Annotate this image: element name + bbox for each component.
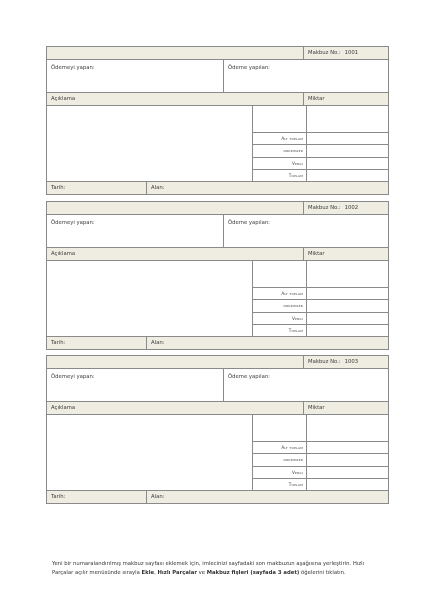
- note-receipt-slips: Makbuz fişleri (sayfada 3 adet): [206, 570, 300, 576]
- line-items: [47, 261, 388, 337]
- paid-to-label: Ödeme yapılan:: [228, 220, 270, 226]
- subtotal-value[interactable]: [307, 288, 388, 300]
- discounts-value[interactable]: [307, 145, 388, 157]
- amount-field[interactable]: [307, 106, 388, 133]
- subtotal-label: Alt toplam: [253, 288, 306, 300]
- receipt-footer: [47, 491, 388, 503]
- paid-to-label: Ödeme yapılan:: [228, 65, 270, 71]
- amount-header: Miktar: [308, 251, 325, 257]
- received-by-field[interactable]: Alan:: [151, 494, 165, 500]
- note-text-2: öğelerini tıklatın.: [299, 570, 346, 576]
- received-by-field[interactable]: Alan:: [151, 185, 165, 191]
- amount-field[interactable]: [307, 415, 388, 442]
- receipt-number-label: Makbuz No.:: [308, 359, 341, 365]
- paid-by-label: Ödemeyi yapan:: [51, 65, 95, 71]
- tax-value[interactable]: [307, 158, 388, 170]
- paid-by-field[interactable]: [47, 369, 224, 401]
- receipt-1003: [46, 355, 389, 504]
- date-field[interactable]: Tarih:: [47, 182, 147, 194]
- subtotal-label: Alt toplam: [253, 442, 306, 454]
- receipt-footer: [47, 182, 388, 194]
- note-sep-1: ,: [154, 570, 158, 576]
- amount-header: Miktar: [308, 96, 325, 102]
- subtotal-value[interactable]: [307, 133, 388, 145]
- discounts-value[interactable]: [307, 454, 388, 466]
- description-field[interactable]: [47, 106, 253, 181]
- line-items: [47, 415, 388, 491]
- amount-column: [307, 261, 388, 336]
- note-quick-parts: Hızlı Parçalar: [157, 570, 197, 576]
- total-label: Toplam: [288, 327, 303, 333]
- total-label: Toplam: [288, 481, 303, 487]
- tax-label: Vergi: [253, 158, 306, 170]
- receipt-number: [304, 356, 388, 368]
- column-header: [47, 402, 388, 415]
- totals-labels: [253, 261, 307, 336]
- receipt-1002: [46, 201, 389, 350]
- subtotal-value[interactable]: [307, 442, 388, 454]
- paid-by-field[interactable]: [47, 215, 224, 247]
- description-field[interactable]: [47, 415, 253, 490]
- instruction-note: [52, 560, 382, 578]
- subtotal-label: Alt toplam: [253, 133, 306, 145]
- description-header: Açıklama: [47, 248, 304, 260]
- receipt-number-label: Makbuz No.:: [308, 50, 341, 56]
- totals-labels: [253, 106, 307, 181]
- paid-by-label: Ödemeyi yapan:: [51, 220, 95, 226]
- note-insert: Ekle: [141, 570, 155, 576]
- column-header: [47, 93, 388, 106]
- description-field[interactable]: [47, 261, 253, 336]
- amount-column: [307, 106, 388, 181]
- receipt-header: [47, 202, 388, 215]
- receipt-number-value: 1002: [344, 205, 359, 211]
- tax-label: Vergi: [253, 313, 306, 325]
- receipt-header: [47, 356, 388, 369]
- received-by-field[interactable]: Alan:: [151, 340, 165, 346]
- paid-to-field[interactable]: [224, 215, 388, 247]
- paid-by-label: Ödemeyi yapan:: [51, 374, 95, 380]
- total-label: Toplam: [288, 172, 303, 178]
- tax-value[interactable]: [307, 467, 388, 479]
- date-field[interactable]: Tarih:: [47, 337, 147, 349]
- description-header: Açıklama: [47, 402, 304, 414]
- discounts-label: indirimler: [253, 145, 306, 157]
- amount-column: [307, 415, 388, 490]
- column-header: [47, 248, 388, 261]
- receipt-number: [304, 202, 388, 214]
- receipt-number-value: 1001: [344, 50, 359, 56]
- note-sep-2: ve: [196, 570, 207, 576]
- receipt-1001: [46, 46, 389, 195]
- paid-to-label: Ödeme yapılan:: [228, 374, 270, 380]
- description-header: Açıklama: [47, 93, 304, 105]
- paid-to-field[interactable]: [224, 60, 388, 92]
- total-value[interactable]: [307, 325, 388, 336]
- receipt-header: [47, 47, 388, 60]
- total-value[interactable]: [307, 479, 388, 490]
- tax-value[interactable]: [307, 313, 388, 325]
- tax-label: Vergi: [253, 467, 306, 479]
- payer-row: [47, 215, 388, 248]
- receipt-number-label: Makbuz No.:: [308, 205, 341, 211]
- totals-labels: [253, 415, 307, 490]
- note-text-1: Yeni bir numaralandırılmış makbuz sayfası eklemek için, imlecinizi sayfadaki son makbuzun aşağısına yerleştirin. Hızlı Parçalar açılır menüsünde sırayla: [52, 561, 365, 576]
- paid-to-field[interactable]: [224, 369, 388, 401]
- receipt-number-value: 1003: [344, 359, 359, 365]
- discounts-value[interactable]: [307, 300, 388, 312]
- paid-by-field[interactable]: [47, 60, 224, 92]
- total-value[interactable]: [307, 170, 388, 181]
- discounts-label: indirimler: [253, 454, 306, 466]
- date-field[interactable]: Tarih:: [47, 491, 147, 503]
- receipt-footer: [47, 337, 388, 349]
- discounts-label: indirimler: [253, 300, 306, 312]
- payer-row: [47, 60, 388, 93]
- receipt-number: [304, 47, 388, 59]
- amount-field[interactable]: [307, 261, 388, 288]
- payer-row: [47, 369, 388, 402]
- amount-header: Miktar: [308, 405, 325, 411]
- line-items: [47, 106, 388, 182]
